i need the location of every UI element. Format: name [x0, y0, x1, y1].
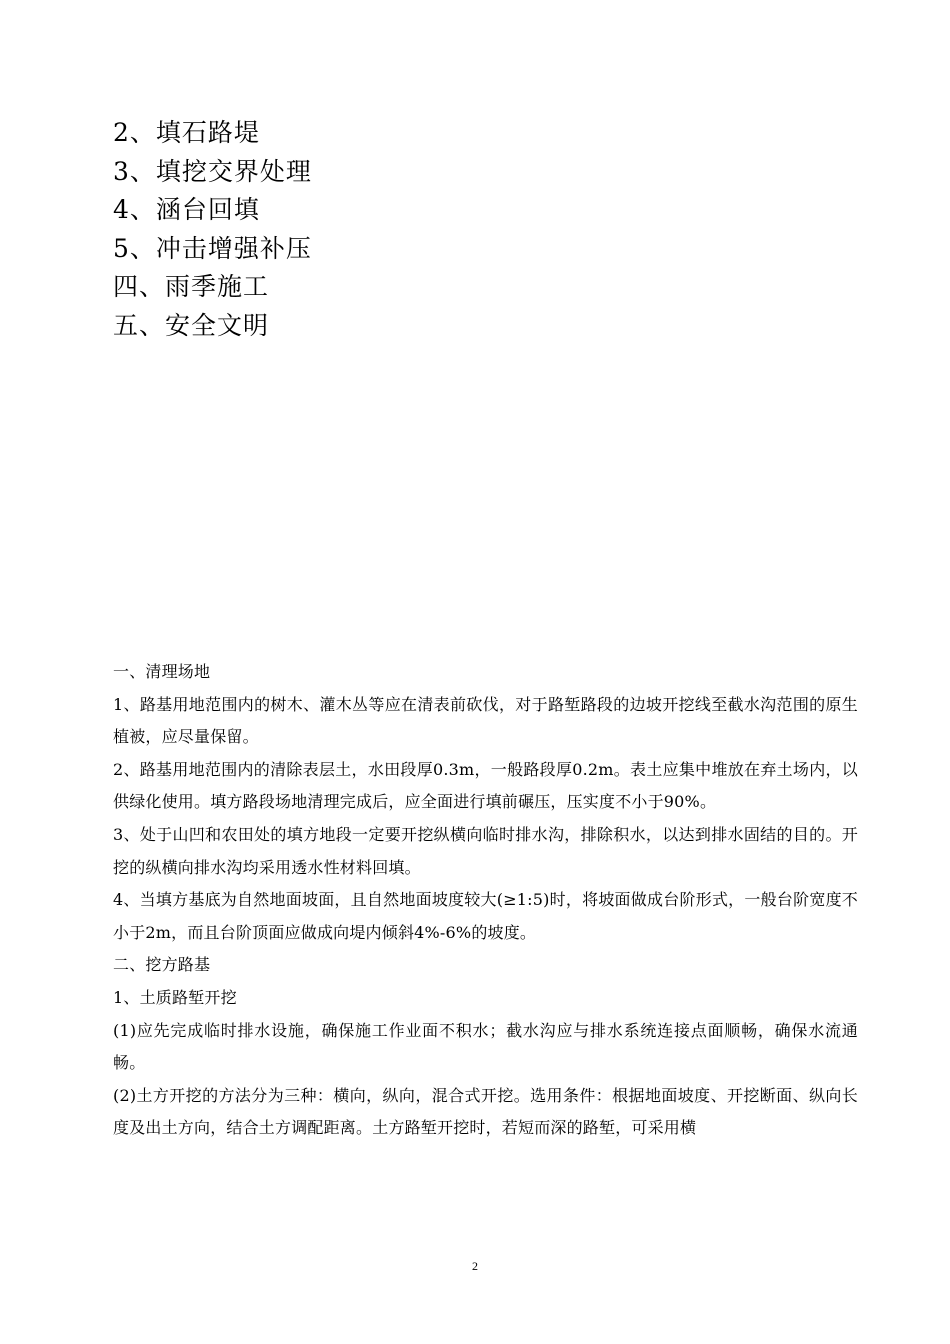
paragraph: (1)应先完成临时排水设施，确保施工作业面不积水；截水沟应与排水系统连接点面顺畅，确保水流通畅。	[113, 1020, 858, 1073]
paragraph: 3、处于山凹和农田处的填方地段一定要开挖纵横向临时排水沟，排除积水，以达到排水固结的目的。开挖的纵横向排水沟均采用透水性材料回填。	[113, 824, 858, 877]
section-heading: 二、挖方路基	[113, 955, 211, 975]
paragraph: 1、路基用地范围内的树木、灌木丛等应在清表前砍伐，对于路堑路段的边坡开挖线至截水沟范围的原生植被，应尽量保留。	[113, 694, 858, 747]
page-number: 2	[472, 1259, 478, 1273]
toc-item: 3、填挖交界处理	[113, 156, 312, 186]
toc-item: 四、雨季施工	[113, 272, 270, 301]
paragraph: (2)土方开挖的方法分为三种：横向，纵向，混合式开挖。选用条件：根据地面坡度、开挖断面、纵向长度及出土方向，结合土方调配距离。土方路堑开挖时，若短而深的路堑，可采用横	[113, 1085, 858, 1138]
toc-item: 五、安全文明	[113, 310, 270, 340]
paragraph: 2、路基用地范围内的清除表层土，水田段厚0.3m，一般路段厚0.2m。表土应集中堆放在弃土场内，以供绿化使用。填方路段场地清理完成后，应全面进行填前碾压，压实度不小于90%。	[113, 759, 858, 812]
toc-item: 2、填石路堤	[113, 118, 260, 147]
toc-item: 5、冲击增强补压	[113, 233, 312, 263]
document-body	[113, 656, 858, 1145]
section-heading: 一、清理场地	[113, 662, 211, 681]
table-of-contents	[113, 114, 813, 345]
toc-item: 4、涵台回填	[113, 195, 260, 224]
subsection-heading: 1、土质路堑开挖	[113, 987, 237, 1007]
paragraph: 4、当填方基底为自然地面坡面，且自然地面坡度较大(≥1:5)时，将坡面做成台阶形式，一般台阶宽度不小于2m，而且台阶顶面应做成向堤内倾斜4%-6%的坡度。	[113, 890, 858, 942]
